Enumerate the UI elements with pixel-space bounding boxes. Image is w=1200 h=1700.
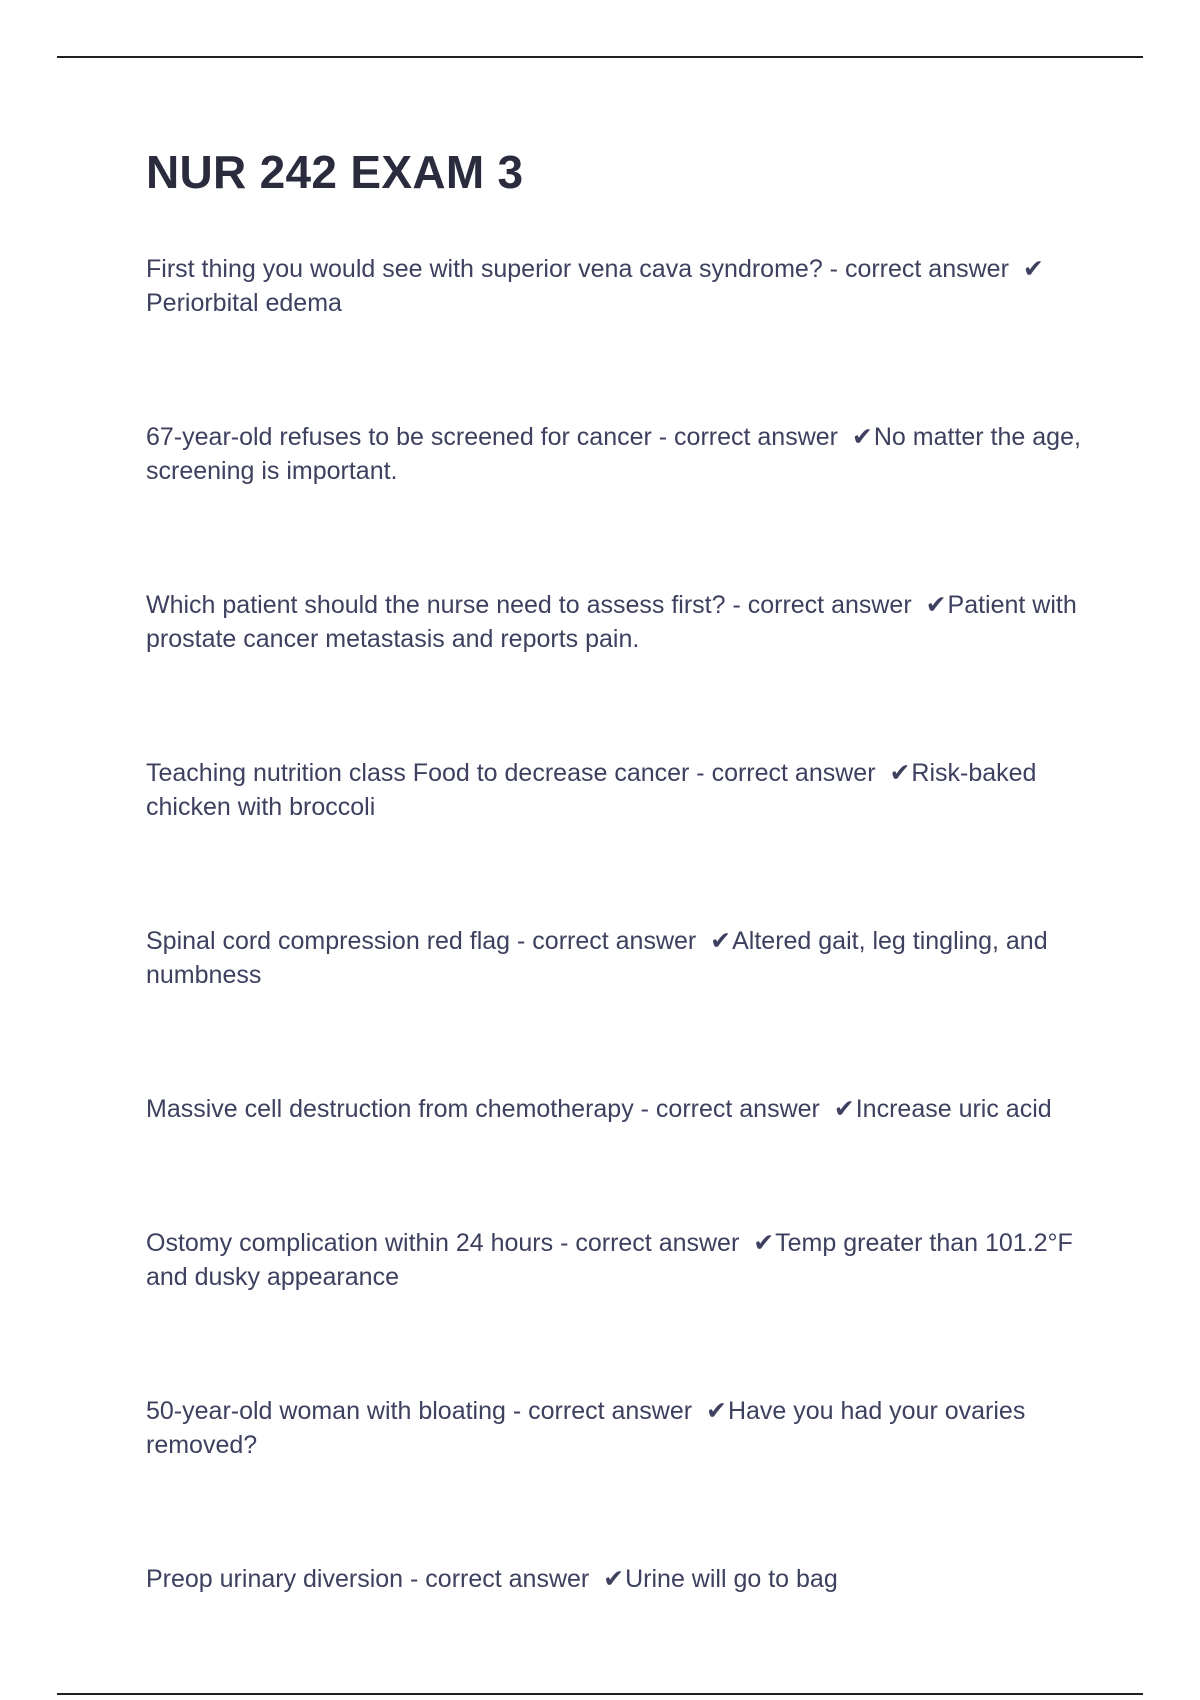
- answer-text: Patient with prostate cancer metastasis and reports pain.: [146, 591, 1077, 653]
- checkmark-icon: ✔: [706, 1397, 727, 1425]
- answer-label: correct answer: [747, 591, 912, 619]
- question-text: Spinal cord compression red flag: [146, 927, 511, 955]
- checkmark-icon: ✔: [710, 927, 732, 955]
- qa-item: Spinal cord compression red flag - correct answer ✔Altered gait, leg tingling, and numbness: [146, 924, 1096, 992]
- answer-text: Periorbital edema: [146, 289, 342, 317]
- qa-list: [146, 252, 1096, 1596]
- question-text: Which patient should the nurse need to assess first?: [146, 591, 726, 619]
- checkmark-icon: ✔: [1022, 255, 1044, 283]
- qa-item: Teaching nutrition class Food to decrease cancer - correct answer ✔Risk-baked chicken with broccoli: [146, 756, 1096, 824]
- answer-label: correct answer: [844, 255, 1009, 283]
- page-title: NUR 242 EXAM 3: [146, 146, 524, 198]
- top-divider: [57, 56, 1143, 58]
- qa-item: First thing you would see with superior vena cava syndrome? - correct answer ✔Periorbital edema: [146, 252, 1096, 320]
- checkmark-icon: ✔: [603, 1565, 625, 1593]
- question-text: Massive cell destruction from chemotherapy: [146, 1095, 634, 1123]
- qa-item: Ostomy complication within 24 hours - correct answer ✔Temp greater than 101.2°F and dusky appearance: [146, 1226, 1096, 1294]
- answer-label: correct answer: [674, 423, 838, 451]
- checkmark-icon: ✔: [889, 759, 911, 787]
- answer-label: correct answer: [711, 759, 876, 787]
- checkmark-icon: ✔: [833, 1095, 855, 1123]
- document-body: [146, 140, 1096, 1696]
- bottom-divider: [57, 1693, 1143, 1695]
- answer-label: correct answer: [425, 1565, 590, 1593]
- question-text: First thing you would see with superior vena cava syndrome?: [146, 255, 823, 283]
- answer-text: Temp greater than 101.2°F and dusky appearance: [146, 1229, 1073, 1291]
- answer-label: correct answer: [575, 1229, 740, 1257]
- checkmark-icon: ✔: [753, 1229, 775, 1257]
- question-text: 50-year-old woman with bloating: [146, 1397, 506, 1425]
- answer-label: correct answer: [532, 927, 697, 955]
- checkmark-icon: ✔: [925, 591, 947, 619]
- qa-item: Massive cell destruction from chemotherapy - correct answer ✔Increase uric acid: [146, 1092, 1096, 1126]
- answer-text: No matter the age, screening is important.: [146, 423, 1081, 485]
- qa-item: Preop urinary diversion - correct answer ✔Urine will go to bag: [146, 1562, 1096, 1596]
- question-text: Ostomy complication within 24 hours: [146, 1229, 554, 1257]
- qa-item: Which patient should the nurse need to assess first? - correct answer ✔Patient with prostate cancer metastasis and reports pain.: [146, 588, 1096, 656]
- qa-item: 67-year-old refuses to be screened for cancer - correct answer ✔No matter the age, screening is important.: [146, 420, 1096, 488]
- answer-text: Urine will go to bag: [625, 1565, 838, 1593]
- qa-item: 50-year-old woman with bloating - correct answer ✔Have you had your ovaries removed?: [146, 1394, 1096, 1462]
- answer-label: correct answer: [655, 1095, 820, 1123]
- question-text: 67-year-old refuses to be screened for cancer: [146, 423, 652, 451]
- question-text: Preop urinary diversion: [146, 1565, 404, 1593]
- answer-text: Risk-baked chicken with broccoli: [146, 759, 1037, 821]
- answer-label: correct answer: [528, 1397, 693, 1425]
- checkmark-icon: ✔: [851, 423, 873, 451]
- answer-text: Have you had your ovaries removed?: [146, 1397, 1026, 1459]
- answer-text: Altered gait, leg tingling, and numbness: [146, 927, 1048, 989]
- question-text: Teaching nutrition class Food to decrease cancer: [146, 759, 690, 787]
- answer-text: Increase uric acid: [855, 1095, 1052, 1123]
